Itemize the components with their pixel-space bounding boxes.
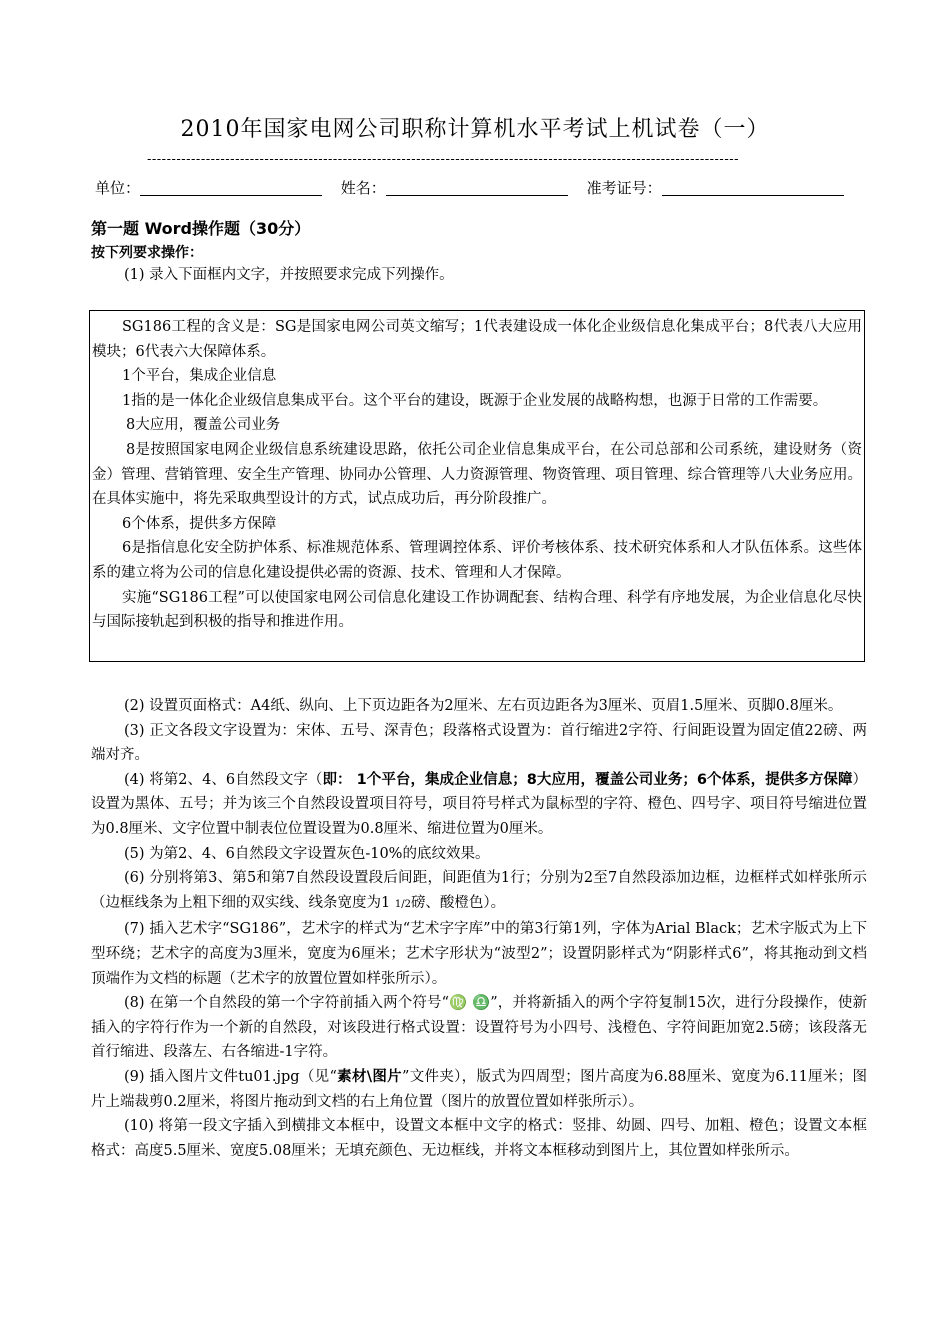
page-title: 2010年国家电网公司职称计算机水平考试上机试卷（一） <box>180 117 770 142</box>
box-paragraph: 1指的是一体化企业级信息集成平台。这个平台的建设，既源于企业发展的战略构想，也源于日常的工作需要。 <box>122 392 828 409</box>
item-6 <box>91 866 867 917</box>
item-3: (3) 正文各段文字设置为：宋体、五号、深青色；段落格式设置为：首行缩进2字符、行间距设置为固定值22磅、两端对齐。 <box>91 722 867 764</box>
name-blank <box>386 179 568 196</box>
instruction-list <box>91 694 867 1163</box>
box-paragraph: 6个体系，提供多方保障 <box>122 515 277 532</box>
box-paragraph: 实施“SG186工程”可以使国家电网公司信息化建设工作协调配套、结构合理、科学有序地发展，为企业信息化尽快与国际接轨起到积极的指导和推进作用。 <box>92 589 862 631</box>
item-1: (1) 录入下面框内文字，并按照要求完成下列操作。 <box>124 267 454 283</box>
item-2: (2) 设置页面格式：A4纸、纵向、上下页边距各为2厘米、左右页边距各为3厘米、页眉1.5厘米、页脚0.8厘米。 <box>124 698 843 714</box>
item-8: (8) 在第一个自然段的第一个字符前插入两个符号“♍ ♎”，并将新插入的两个字符复制15次，进行分段操作，使新插入的字符行作为一个新的自然段，对该段进行格式设置：设置符号为小四号、浅橙色、字符间距加宽2.5磅；该段落无首行缩进、段落左、右各缩进-1字符。 <box>91 995 867 1061</box>
item-6-text-end: 磅、酸橙色）。 <box>410 894 506 911</box>
section-instruction: 按下列要求操作： <box>91 245 203 261</box>
item-4-text: (4) 将第2、4、6自然段文字（ <box>124 771 323 788</box>
unit-label: 单位： <box>95 179 141 197</box>
item-9 <box>91 1065 867 1114</box>
ticket-label: 准考证号： <box>586 179 662 197</box>
item-9-bold: 素材\图片 <box>336 1068 402 1085</box>
separator-line: ------------------------------------------------------------------------------------------------------------------------- <box>147 152 740 167</box>
item-9-text: (9) 插入图片文件tu01.jpg（见“ <box>124 1068 337 1085</box>
item-6-text: (6) 分别将第3、第5和第7自然段设置段后间距，间距值为1行；分别为2至7自然段添加边框，边框样式如样张所示（边框线条为上粗下细的双实线、线条宽度为1 <box>91 870 867 911</box>
item-4 <box>91 768 867 842</box>
item-4-text-end: ）设置为黑体、五号；并为该三个自然段设置项目符号，项目符号样式为鼠标型的字符、橙色、四号字、项目符号缩进位置为0.8厘米、文字位置中制表位位置设置为0.8厘米、缩进位置为0厘米。 <box>91 771 867 837</box>
item-4-bold: 即： 1个平台，集成企业信息；8大应用，覆盖公司业务；6个体系，提供多方保障 <box>322 771 853 788</box>
item-9-text-end: ”文件夹），版式为四周型；图片高度为6.88厘米、宽度为6.11厘米；图片上端裁剪0.2厘米，将图片拖动到文档的右上角位置（图片的放置位置如样张所示）。 <box>91 1068 868 1110</box>
item-7: (7) 插入艺术字“SG186”，艺术字的样式为“艺术字字库”中的第3行第1列，字体为Arial Black；艺术字版式为上下型环绕；艺术字的高度为3厘米，宽度为6厘米；艺术字形状为“波型2”；设置阴影样式为“阴影样式6”，将其拖动到文档顶端作为文档的标题（艺术字的放置位置如样张所示）。 <box>91 921 867 987</box>
box-paragraph: 8大应用，覆盖公司业务 <box>126 417 281 434</box>
box-paragraph: SG186工程的含义是：SG是国家电网公司英文缩写；1代表建设成一体化企业级信息化集成平台；8代表八大应用模块；6代表六大保障体系。 <box>92 319 862 360</box>
section-heading: 第一题 Word操作题（30分） <box>91 219 311 238</box>
item-5: (5) 为第2、4、6自然段文字设置灰色-10%的底纹效果。 <box>124 845 490 862</box>
source-text-box <box>89 310 865 662</box>
box-paragraph: 8是按照国家电网企业级信息系统建设思路，依托公司企业信息集成平台，在公司总部和公司系统，建设财务（资金）管理、营销管理、安全生产管理、协同办公管理、人力资源管理、物资管理、项目管理、综合管理等八大业务应用。在具体实施中，将先采取典型设计的方式，试点成功后，再分阶段推广。 <box>92 441 862 508</box>
unit-blank <box>140 179 322 196</box>
ticket-blank <box>662 179 844 196</box>
item-6-fraction: 1/2 <box>394 898 411 910</box>
candidate-info-row <box>95 177 865 198</box>
name-label: 姓名： <box>340 179 386 197</box>
box-paragraph: 6是指信息化安全防护体系、标准规范体系、管理调控体系、评价考核体系、技术研究体系和人才队伍体系。这些体系的建立将为公司的信息化建设提供必需的资源、技术、管理和人才保障。 <box>92 540 862 581</box>
box-paragraph: 1个平台，集成企业信息 <box>122 368 277 385</box>
item-10: (10) 将第一段文字插入到横排文本框中，设置文本框中文字的格式：竖排、幼圆、四号、加粗、橙色；设置文本框格式：高度5.5厘米、宽度5.08厘米；无填充颜色、无边框线，并将文本框移动到图片上，其位置如样张所示。 <box>91 1118 867 1159</box>
